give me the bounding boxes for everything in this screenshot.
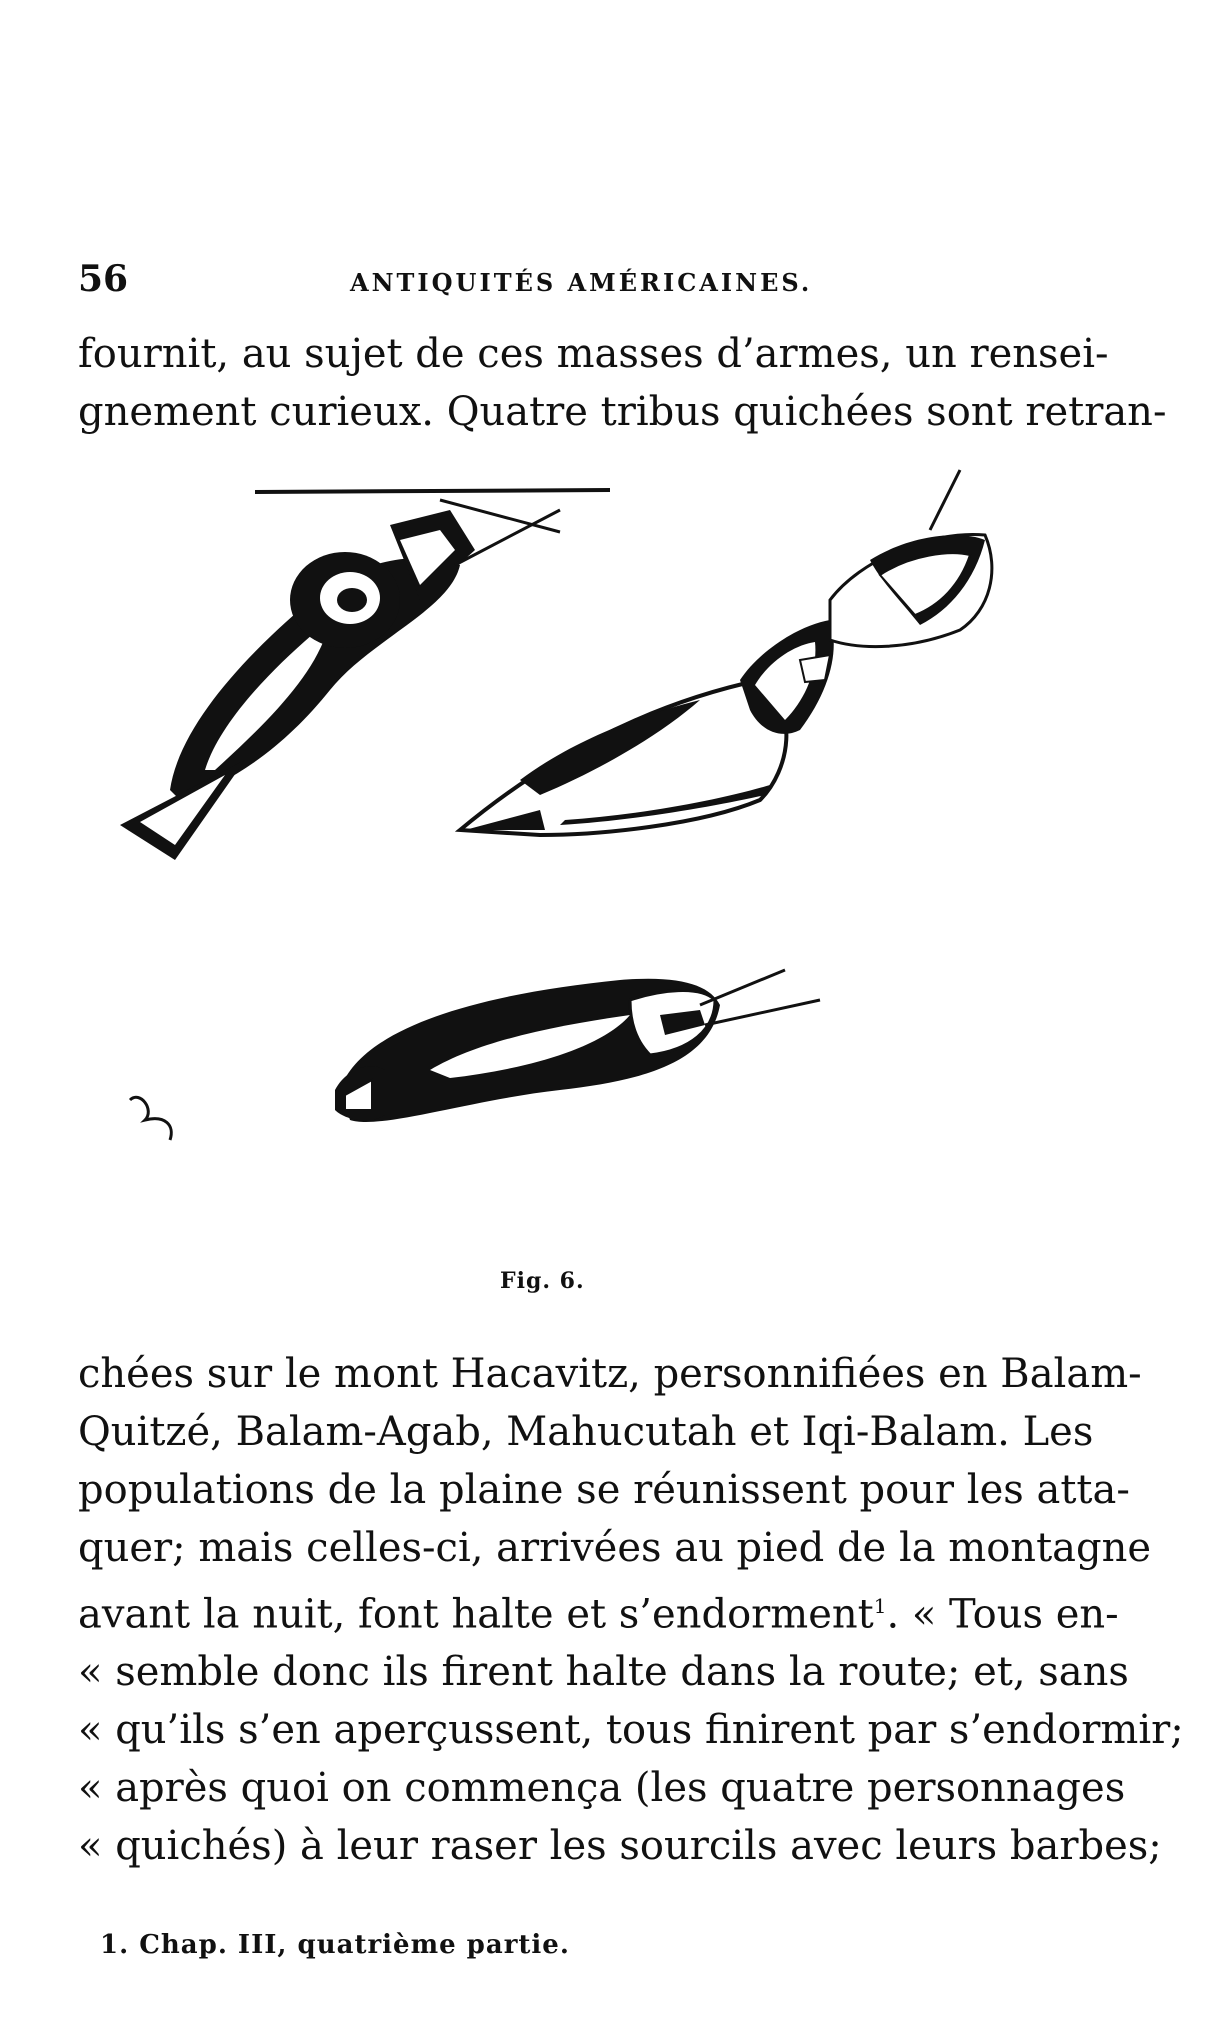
text-line: Quitzé, Balam-Agab, Mahucutah et Iqi-Balam. Les bbox=[78, 1409, 1094, 1455]
figure-6-illustration bbox=[0, 450, 1229, 1250]
text-line: quer; mais celles-ci, arrivées au pied de la montagne bbox=[78, 1525, 1152, 1571]
bottom-mace-drawing bbox=[130, 970, 820, 1140]
text-line-with-footnote bbox=[78, 1577, 1119, 1643]
text-fragment: avant la nuit, font halte et s’endorment bbox=[78, 1591, 874, 1638]
figure-caption: Fig. 6. bbox=[500, 1268, 585, 1294]
footnote-marker: 1 bbox=[873, 1594, 887, 1618]
text-line: gnement curieux. Quatre tribus quichées sont retran- bbox=[78, 389, 1167, 435]
text-fragment: . « Tous en- bbox=[886, 1591, 1119, 1638]
running-title: ANTIQUITÉS AMÉRICAINES. bbox=[350, 268, 813, 297]
text-line: fournit, au sujet de ces masses d’armes, un rensei- bbox=[78, 331, 1109, 377]
right-mace-drawing bbox=[460, 470, 992, 835]
text-line: populations de la plaine se réunissent pour les atta- bbox=[78, 1467, 1130, 1513]
paragraph-1 bbox=[78, 325, 1167, 441]
text-line: chées sur le mont Hacavitz, personnifiées en Balam- bbox=[78, 1351, 1142, 1397]
text-line: « qu’ils s’en aperçussent, tous finirent par s’endormir; bbox=[78, 1707, 1184, 1754]
page-header bbox=[78, 258, 1078, 308]
paragraph-2 bbox=[78, 1345, 1184, 1875]
footnote: 1. Chap. III, quatrième partie. bbox=[100, 1930, 570, 1960]
text-line: « semble donc ils firent halte dans la route; et, sans bbox=[78, 1649, 1129, 1696]
page-number: 56 bbox=[78, 258, 129, 300]
text-line: « quichés) à leur raser les sourcils avec leurs barbes; bbox=[78, 1823, 1162, 1870]
text-line: « après quoi on commença (les quatre personnages bbox=[78, 1765, 1126, 1812]
